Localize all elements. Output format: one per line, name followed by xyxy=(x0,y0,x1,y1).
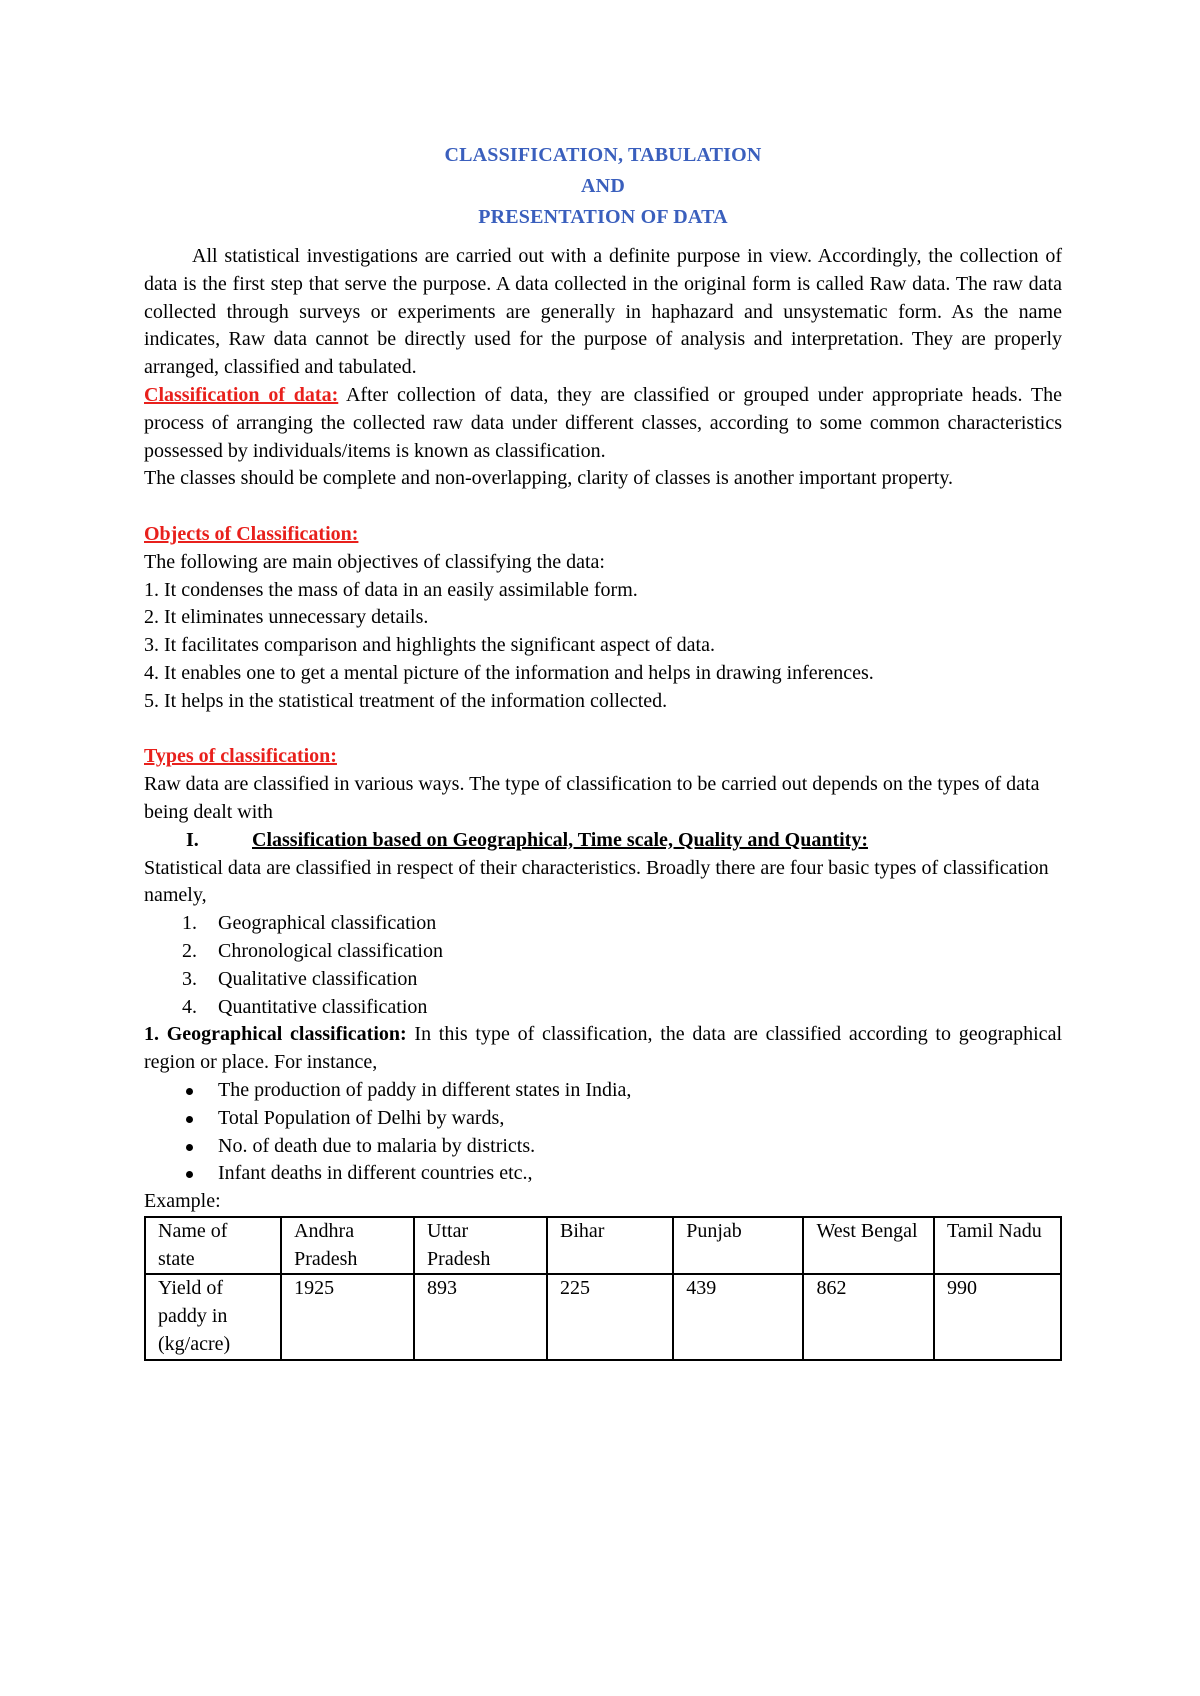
title-line-2: AND xyxy=(581,175,625,197)
document-page xyxy=(144,140,1062,1361)
intro-paragraph: All statistical investigations are carried out with a definite purpose in view. Accordingly, the collection of data is the first step that serve the purpose. A data collected in the original form is called Raw data. The raw data collected through surveys or experiments are generally in haphazard and unsystematic form. As the name indicates, Raw data cannot be directly used for the purpose of analysis and interpretation. They are properly arranged, classified and tabulated. xyxy=(144,245,1062,379)
objects-item: 4. It enables one to get a mental picture of the information and helps in drawing inferences. xyxy=(144,661,874,684)
geo-bullet-list xyxy=(144,1077,1062,1188)
table-cell: 862 xyxy=(803,1274,934,1359)
objects-item: 5. It helps in the statistical treatment of the information collected. xyxy=(144,689,668,712)
document-title xyxy=(144,140,1062,233)
list-item: No. of death due to malaria by districts. xyxy=(144,1133,1062,1161)
table-cell: 225 xyxy=(547,1274,673,1359)
section-heading-geo-time xyxy=(144,827,1062,855)
table-cell: 1925 xyxy=(281,1274,414,1359)
example-label: Example: xyxy=(144,1190,221,1213)
table-cell: 439 xyxy=(673,1274,803,1359)
list-item: The production of paddy in different states in India, xyxy=(144,1077,1062,1105)
classification-text: After collection of data, they are classified or grouped under appropriate heads. The process of arranging the collected raw data under different classes, according to some common characteristics possessed by individuals/items is known as classification. xyxy=(144,383,1062,462)
list-item: Infant deaths in different countries etc., xyxy=(144,1160,1062,1188)
list-item: 2. Chronological classification xyxy=(182,939,443,962)
bullet-icon xyxy=(186,1116,193,1123)
classification-types-list xyxy=(144,910,1062,1021)
geo-heading: 1. Geographical classification: xyxy=(144,1023,407,1046)
table-cell: Name of state xyxy=(145,1217,281,1275)
bullet-icon xyxy=(186,1088,193,1095)
list-item: Total Population of Delhi by wards, xyxy=(144,1105,1062,1133)
classification-paragraph xyxy=(144,382,1062,465)
bullet-icon xyxy=(186,1171,193,1178)
section-text: Statistical data are classified in respect of their characteristics. Broadly there are four basic types of classification namely, xyxy=(144,856,1049,907)
list-item: 1. Geographical classification xyxy=(182,912,437,935)
table-row xyxy=(145,1274,1061,1359)
table-cell: 990 xyxy=(934,1274,1061,1359)
bullet-icon xyxy=(186,1144,193,1151)
table-cell: Bihar xyxy=(547,1217,673,1275)
objects-lead: The following are main objectives of classifying the data: xyxy=(144,550,605,573)
section-title: Classification based on Geographical, Time scale, Quality and Quantity: xyxy=(252,828,868,851)
types-heading: Types of classification: xyxy=(144,745,337,768)
objects-item: 2. It eliminates unnecessary details. xyxy=(144,606,429,629)
classification-note: The classes should be complete and non-overlapping, clarity of classes is another important property. xyxy=(144,467,954,490)
table-cell: Tamil Nadu xyxy=(934,1217,1061,1275)
table-cell: 893 xyxy=(414,1274,547,1359)
geo-paragraph xyxy=(144,1021,1062,1077)
list-item: 4. Quantitative classification xyxy=(182,995,428,1018)
title-line-1: CLASSIFICATION, TABULATION xyxy=(444,144,762,166)
paddy-yield-table xyxy=(144,1216,1062,1361)
table-cell: Yield of paddy in (kg/acre) xyxy=(145,1274,281,1359)
objects-item: 3. It facilitates comparison and highlights the significant aspect of data. xyxy=(144,634,715,657)
table-cell: West Bengal xyxy=(803,1217,934,1275)
title-line-3: PRESENTATION OF DATA xyxy=(478,206,728,228)
geo-text: In this type of classification, the data are classified according to geographical region or place. For instance, xyxy=(144,1023,1062,1074)
section-number: I. xyxy=(186,828,199,851)
table-cell: Andhra Pradesh xyxy=(281,1217,414,1275)
table-cell: Uttar Pradesh xyxy=(414,1217,547,1275)
classification-heading: Classification of data: xyxy=(144,383,339,406)
table-row xyxy=(145,1217,1061,1275)
objects-item: 1. It condenses the mass of data in an easily assimilable form. xyxy=(144,578,638,601)
table-cell: Punjab xyxy=(673,1217,803,1275)
types-lead: Raw data are classified in various ways. The type of classification to be carried out depends on the types of data being dealt with xyxy=(144,773,1040,823)
list-item: 3. Qualitative classification xyxy=(182,967,418,990)
objects-heading: Objects of Classification: xyxy=(144,522,359,545)
